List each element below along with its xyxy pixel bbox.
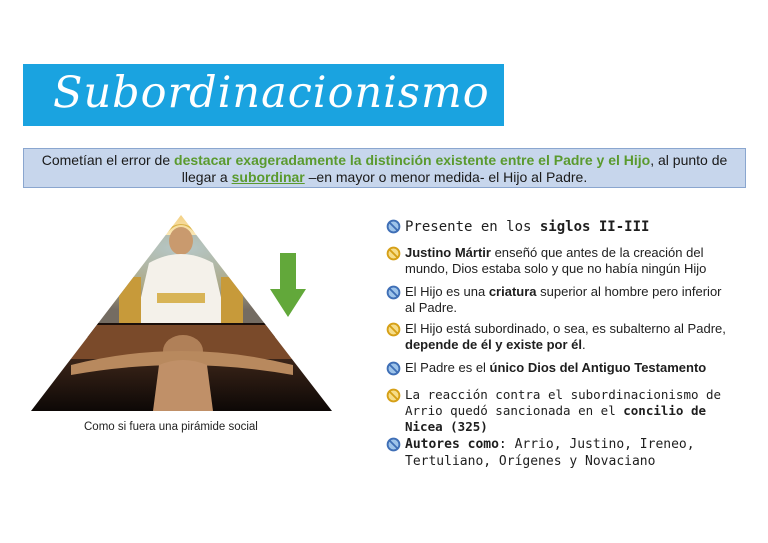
bullet-item xyxy=(386,387,745,435)
image-caption: Como si fuera una pirámide social xyxy=(84,421,258,433)
bullet-item xyxy=(386,321,740,353)
intro-text-3: –en mayor o menor medida- el Hijo al Padre. xyxy=(304,169,588,185)
bullet-text: El Hijo es una criatura superior al hombre pero inferior al Padre. xyxy=(405,284,722,315)
blue-prohibited-icon xyxy=(386,285,401,300)
bullet-text: Presente en los siglos II-III xyxy=(405,219,650,235)
page-title: Subordinacionismo xyxy=(53,68,490,118)
intro-text-1: Cometían el error de xyxy=(41,152,175,168)
bullet-item xyxy=(386,218,649,236)
blue-prohibited-icon xyxy=(386,219,401,234)
bullet-text: Justino Mártir enseñó que antes de la creación del mundo, Dios estaba solo y que no había ningún Hijo xyxy=(405,245,707,276)
intro-text-2: , al punto de llegar a xyxy=(181,152,728,185)
down-arrow-icon xyxy=(270,253,306,317)
bullet-text: Autores como: Arrio, Justino, Ireneo, Tertuliano, Orígenes y Novaciano xyxy=(405,437,695,469)
yellow-prohibited-icon xyxy=(386,388,401,403)
bullet-item xyxy=(386,360,745,376)
bullet-text: La reacción contra el subordinacionismo de Arrio quedó sancionada en el concilio de Nicea (325) xyxy=(405,387,722,434)
bullet-item xyxy=(386,436,705,470)
intro-box xyxy=(23,148,746,188)
intro-highlight-subordinar: subordinar xyxy=(231,169,305,185)
bullet-text: El Padre es el único Dios del Antiguo Testamento xyxy=(405,360,707,375)
bullet-text: El Hijo está subordinado, o sea, es subalterno al Padre, depende de él y existe por él. xyxy=(405,321,726,352)
yellow-prohibited-icon xyxy=(386,246,401,261)
bullet-item xyxy=(386,284,735,316)
bullet-item xyxy=(386,245,745,277)
intro-highlight-distinction: destacar exageradamente la distinción existente entre el Padre y el Hijo xyxy=(174,152,651,168)
blue-prohibited-icon xyxy=(386,437,401,452)
yellow-prohibited-icon xyxy=(386,322,401,337)
title-banner xyxy=(23,64,504,126)
blue-prohibited-icon xyxy=(386,361,401,376)
